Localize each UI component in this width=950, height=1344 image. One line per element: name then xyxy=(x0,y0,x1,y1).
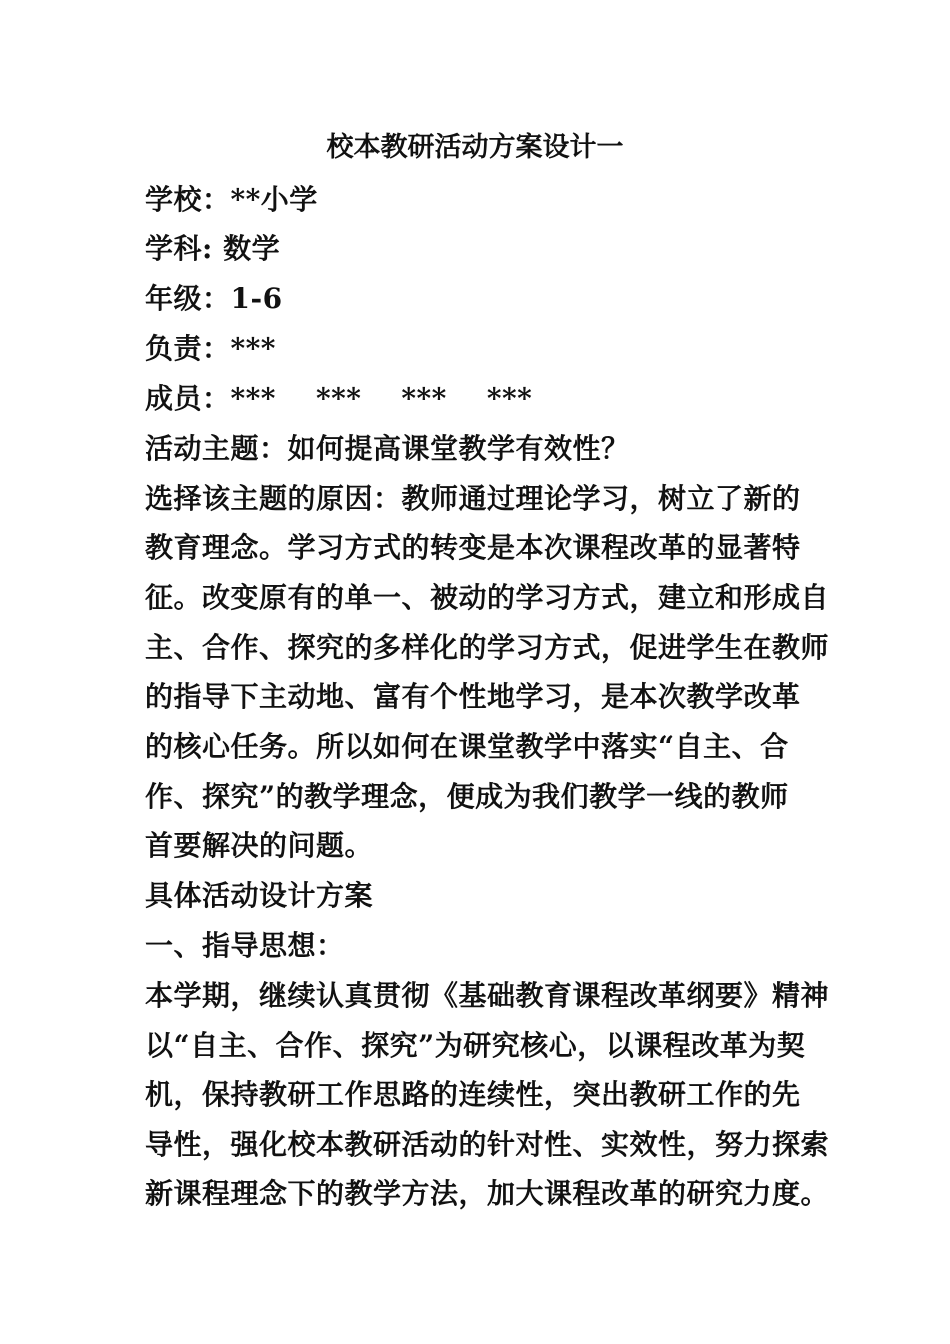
member-2: *** xyxy=(315,382,362,415)
section1-line-1: 本学期，继续认真贯彻《基础教育课程改革纲要》精神 xyxy=(145,979,830,1012)
theme-line xyxy=(145,429,825,469)
school-value: **小学 xyxy=(230,183,318,216)
section1-heading: 一、指导思想： xyxy=(145,929,345,962)
reason-line-1: 选择该主题的原因：教师通过理论学习，树立了新的 xyxy=(145,482,801,515)
section1-line-2: 以“自主、合作、探究”为研究核心，以课程改革为契 xyxy=(145,1029,806,1062)
members-label: 成员： xyxy=(145,382,231,415)
grade-value: 1-6 xyxy=(230,282,283,315)
section1-line-4: 导性，强化校本教研活动的针对性、实效性，努力探索 xyxy=(145,1128,830,1161)
section1-line-5: 新课程理念下的教学方法，加大课程改革的研究力度。 xyxy=(145,1177,830,1210)
member-4: *** xyxy=(486,382,533,415)
section1-line-3: 机，保持教研工作思路的连续性，突出教研工作的先 xyxy=(145,1078,801,1111)
subject-label: 学科: xyxy=(145,232,224,265)
plan-heading: 具体活动设计方案 xyxy=(145,879,374,912)
grade-line xyxy=(145,279,825,319)
reason-line-7: 作、探究”的教学理念，便成为我们教学一线的教师 xyxy=(145,780,789,813)
lead-value: *** xyxy=(230,332,276,365)
reason-line-8: 首要解决的问题。 xyxy=(145,829,374,862)
grade-label: 年级： xyxy=(145,282,231,315)
lead-line xyxy=(145,329,825,369)
reason-line-4: 主、合作、探究的多样化的学习方式，促进学生在教师 xyxy=(145,631,830,664)
reason-line-5: 的指导下主动地、富有个性地学习，是本次教学改革 xyxy=(145,680,801,713)
reason-line-6: 的核心任务。所以如何在课堂教学中落实“自主、合 xyxy=(145,730,789,763)
subject-value: 数学 xyxy=(223,232,281,265)
subject-line xyxy=(145,229,825,269)
theme-value: 如何提高课堂教学有效性？ xyxy=(287,432,630,465)
member-3: *** xyxy=(401,382,447,415)
members-line xyxy=(145,379,825,419)
lead-label: 负责： xyxy=(145,332,231,365)
school-line xyxy=(145,180,825,220)
document-title: 校本教研活动方案设计一 xyxy=(326,132,624,163)
reason-line-3: 征。改变原有的单一、被动的学习方式，建立和形成自 xyxy=(145,581,830,614)
theme-label: 活动主题： xyxy=(145,432,288,465)
school-label: 学校： xyxy=(145,183,231,216)
reason-line-2: 教育理念。学习方式的转变是本次课程改革的显著特 xyxy=(145,531,801,564)
member-1: *** xyxy=(230,382,276,415)
